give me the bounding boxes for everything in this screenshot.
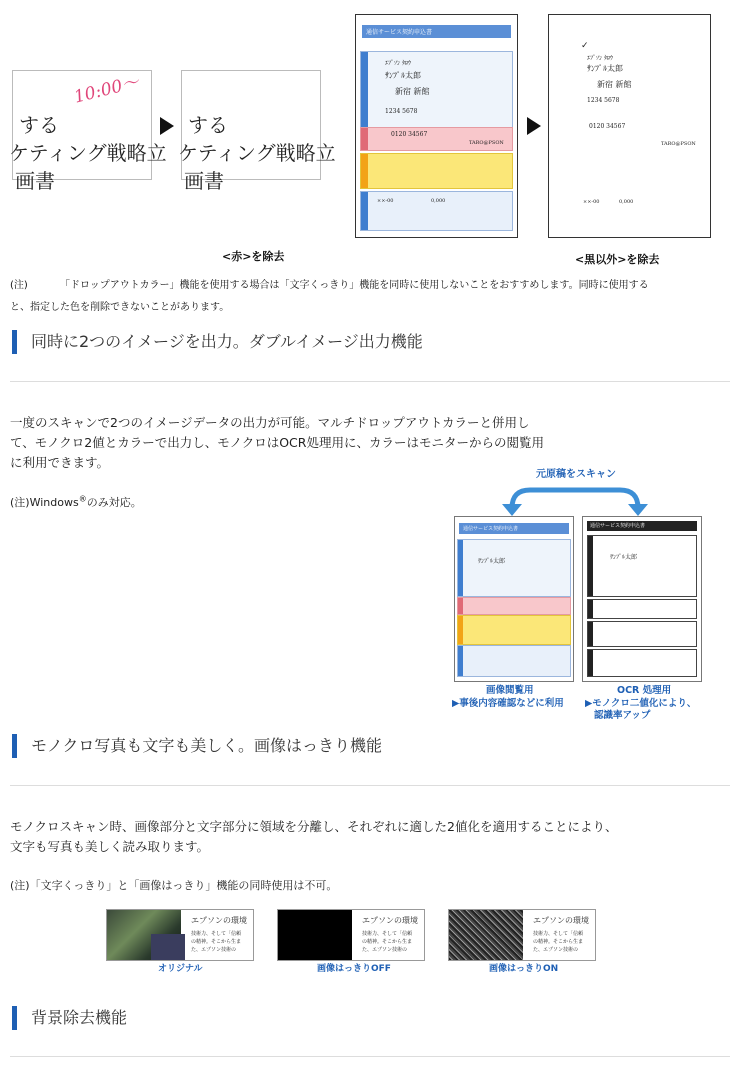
- windows-note: (注)Windows®のみ対応。: [10, 494, 142, 509]
- section-heading-background-removal: 背景除去機能: [12, 1006, 127, 1030]
- sample-text-line1: する: [19, 113, 59, 137]
- note-label: (注): [10, 280, 28, 291]
- caption-original: オリジナル: [158, 964, 203, 974]
- caption-ocr-use: OCR 処理用: [617, 685, 672, 696]
- paragraph-line: モノクロスキャン時、画像部分と文字部分に領域を分離し、それぞれに適した2値化を適用することにより、: [10, 819, 618, 834]
- form-title: 通信サービス契約申込書: [362, 25, 511, 38]
- arrow-right-icon: [160, 117, 174, 135]
- caption-clarity-off: 画像はっきりOFF: [317, 964, 391, 974]
- sample-text-line2: ケティング戦略立: [178, 141, 336, 165]
- paragraph-line: 一度のスキャンで2つのイメージデータの出力が可能。マルチドロップアウトカラーと併用し: [10, 415, 530, 430]
- dropout-sample-result: [178, 70, 336, 193]
- caption-view-use-sub: ▶事後内容確認などに利用: [452, 698, 564, 709]
- thumb-original: エプソンの環境 技術力、そして「信頼 の精神。そこから生ま た、エプソン技術の: [106, 909, 254, 961]
- caption-remove-red: <赤>を除去: [222, 250, 285, 263]
- divider: [10, 1056, 730, 1057]
- paragraph-line: に利用できます。: [10, 455, 110, 470]
- handwritten-note: 10:00〜: [72, 72, 142, 108]
- paragraph-line: 文字も写真も美しく読み取ります。: [10, 839, 210, 854]
- photo-note: (注)「文字くっきり」と「画像はっきり」機能の同時使用は不可。: [10, 879, 338, 892]
- caption-ocr-sub2: 認識率アップ: [594, 710, 651, 721]
- mono-form-result: ✓ ｴﾌﾟｿﾝ ﾀﾛｳ ｻﾝﾌﾟﾙ太郎 新宿 新館 1234 5678 0120 34567 TARO@PSON ××-00 0,000: [548, 14, 711, 238]
- section-heading-double-image: 同時に2つのイメージを出力。ダブルイメージ出力機能: [12, 330, 423, 354]
- note-text-line1: 「ドロップアウトカラー」機能を使用する場合は「文字くっきり」機能を同時に使用しないことをおすすめします。同時に使用する: [60, 280, 649, 291]
- caption-view-use: 画像閲覧用: [486, 685, 534, 696]
- sample-text-line3: 画書: [15, 169, 55, 193]
- divider: [10, 381, 730, 382]
- color-image-output: 通信サービス契約申込書 ｻﾝﾌﾟﾙ太郎: [454, 516, 574, 682]
- scan-label: 元原稿をスキャン: [536, 469, 616, 480]
- sample-text-line3: 画書: [184, 169, 224, 193]
- sample-text-line2: ケティング戦略立: [9, 141, 167, 165]
- section-heading-photo: モノクロ写真も文字も美しく。画像はっきり機能: [12, 734, 382, 758]
- caption-ocr-sub1: ▶モノクロ二値化により、: [585, 698, 697, 709]
- caption-remove-non-black: <黒以外>を除去: [575, 253, 660, 266]
- sample-text-line1: する: [188, 113, 228, 137]
- mono-image-output: 通信サービス契約申込書 ｻﾝﾌﾟﾙ太郎: [582, 516, 702, 682]
- note-text-line2: と、指定した色を削除できないことがあります。: [10, 302, 230, 313]
- split-arrow-icon: [490, 478, 660, 518]
- thumb-off: エプソンの環境 技術力、そして「信頼 の精神。そこから生ま た、エプソン技術の: [277, 909, 425, 961]
- dropout-sample-original: [9, 70, 167, 193]
- arrow-right-icon: [527, 117, 541, 135]
- paragraph-line: て、モノクロ2値とカラーで出力し、モノクロはOCR処理用に、カラーはモニターからの閲覧用: [10, 435, 544, 450]
- color-form-original: 通信サービス契約申込書 ｴﾌﾟｿﾝ ﾀﾛｳ ｻﾝﾌﾟﾙ太郎 新宿 新館 1234 5678 0120 34567 TARO@PSON ××-00 0,000: [355, 14, 518, 238]
- caption-clarity-on: 画像はっきりON: [489, 964, 559, 974]
- thumb-on: エプソンの環境 技術力、そして「信頼 の精神。そこから生ま た、エプソン技術の: [448, 909, 596, 961]
- divider: [10, 785, 730, 786]
